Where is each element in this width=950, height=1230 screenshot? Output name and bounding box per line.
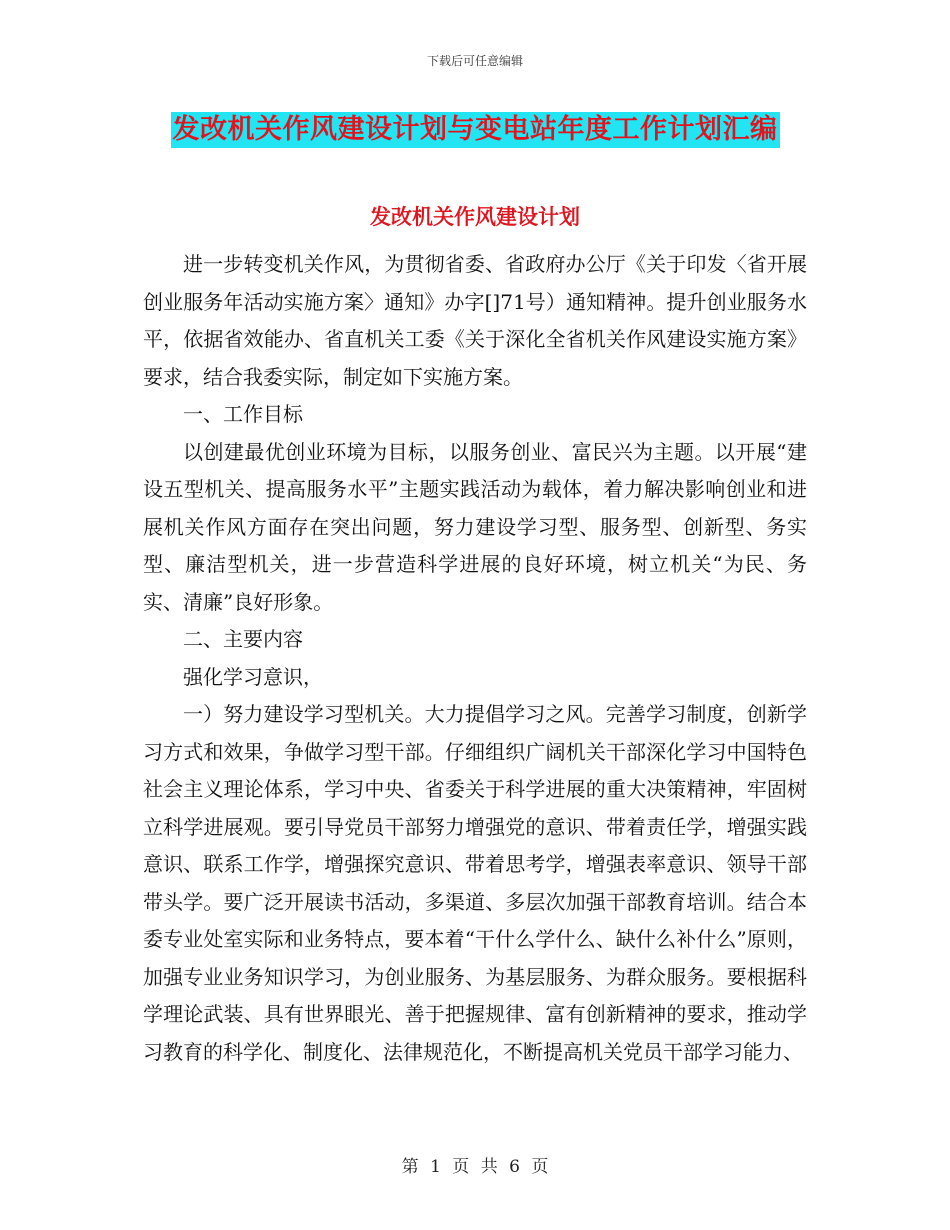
document-body bbox=[143, 246, 807, 1071]
paragraph-learning-awareness: 强化学习意识， bbox=[183, 664, 323, 689]
heading-work-goals: 一、工作目标 bbox=[183, 402, 303, 426]
document-title: 发改机关作风建设计划与变电站年度工作计划汇编 bbox=[171, 112, 780, 148]
document-title-wrapper bbox=[0, 112, 950, 148]
paragraph-goals: 以创建最优创业环境为目标，以服务创业、富民兴为主题。以开展“建设五型机关、提高服务水平”主题实践活动为载体，着力解决影响创业和进展机关作风方面存在突出问题，努力建设学习型、服务型、创新型、务实型、廉洁型机关，进一步营造科学进展的良好环境，树立机关“为民、务实、清廉”良好形象。 bbox=[143, 439, 807, 614]
paragraph-learning-organization: 一）努力建设学习型机关。大力提倡学习之风。完善学习制度，创新学习方式和效果，争做学习型干部。仔细组织广阔机关干部深化学习中国特色社会主义理论体系，学习中央、省委关于科学进展的重大决策精神，牢固树立科学进展观。要引导党员干部努力增强党的意识、带着责任学，增强实践意识、联系工作学，增强探究意识、带着思考学，增强表率意识、领导干部带头学。要广泛开展读书活动，多渠道、多层次加强干部教育培训。结合本委专业处室实际和业务特点，要本着“干什么学什么、缺什么补什么”原则，加强专业业务知识学习，为创业服务、为基层服务、为群众服务。要根据科学理论武装、具有世界眼光、善于把握规律、富有创新精神的要求，推动学习教育的科学化、制度化、法律规范化，不断提高机关党员干部学习能力、 bbox=[143, 702, 807, 1064]
page-footer: 第 1 页 共 6 页 bbox=[401, 1157, 549, 1177]
page-header-note: 下载后可任意编辑 bbox=[426, 54, 523, 68]
paragraph-intro: 进一步转变机关作风，为贯彻省委、省政府办公厅《关于印发〈省开展创业服务年活动实施方案〉通知》办字[]71号）通知精神。提升创业服务水平，依据省效能办、省直机关工委《关于深化全省机关作风建设实施方案》要求，结合我委实际，制定如下实施方案。 bbox=[143, 252, 807, 389]
heading-main-content: 二、主要内容 bbox=[183, 627, 303, 651]
section-title: 发改机关作风建设计划 bbox=[370, 205, 580, 229]
